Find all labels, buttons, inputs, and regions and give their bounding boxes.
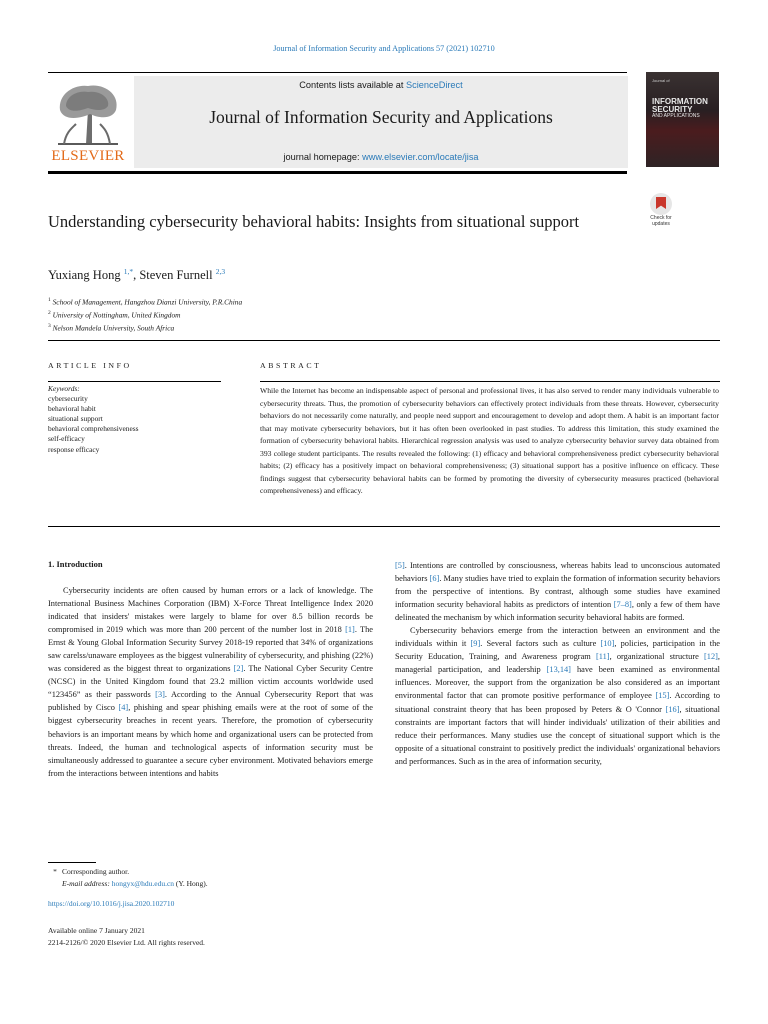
body-text: , only a few of them have delineated the mechanism by which information security behavioral habits are formed. bbox=[395, 600, 720, 623]
body-text: . According to the Annual Cybersecurity Report that was published by Cisco bbox=[48, 690, 373, 713]
affiliation-text: University of Nottingham, United Kingdom bbox=[50, 310, 181, 320]
reference-link[interactable]: [5] bbox=[395, 561, 405, 570]
contents-availability bbox=[134, 80, 628, 90]
body-text: , managerial participation, and leadership bbox=[395, 652, 720, 675]
body-text: , phishing and spear phishing emails were at the root of some of the biggest cybersecurity breaches in recent years. Therefore, the promotion of cybersecurity behaviors is an important means by which home and organizational users can be protected from threats. Indeed, the human and technological aspects of information security must be simultaneously addressed to guarantee a secure cyber environment. Motivated behaviors emerge from the interactions between intentions and habits bbox=[48, 703, 373, 778]
reference-link[interactable]: [3] bbox=[155, 690, 165, 700]
cover-title bbox=[652, 98, 714, 119]
affiliation bbox=[48, 295, 242, 308]
body-column-right bbox=[395, 559, 720, 768]
keyword: behavioral comprehensiveness bbox=[48, 424, 139, 434]
footnotes bbox=[48, 866, 208, 890]
keywords-block bbox=[48, 384, 139, 455]
bookmark-icon bbox=[650, 193, 672, 215]
body-text: Cybersecurity behaviors emerge from the interaction between an environment and the individuals within it bbox=[395, 626, 720, 649]
abstract-text: While the Internet has become an indispensable aspect of personal and professional lives, it has also served to render many individuals vulnerable to cybersecurity threats. Thus, the promotion of cybersecurity behaviors can effectively protect individuals from these threats. However, cybersecurity behaviors do not necessarily come naturally, and people need support and encouragement to develop and adopt them. A habit is an important factor that may motivate cybersecurity behaviors, but it has often been overlooked in past studies. To address this limitation, this study examined the formation of cybersecurity behavioral habits. Hierarchical regression analysis was used to analyze cybersecurity behavior survey data obtained from 393 college student participants. The results revealed the following: (1) efficacy and behavioral comprehensiveness predict cybersecurity behavioral habits; (2) efficacy has a positively impact on behavioral comprehensiveness; (3) situational support has a positive influence on efficacy. These findings suggest that cybersecurity behavioral habits can be formed by promoting the diversity of cybersecurity measures practiced (behavioral comprehensiveness) and efficacy. bbox=[260, 386, 719, 496]
reference-link[interactable]: [6] bbox=[429, 574, 440, 584]
cover-title-line: SECURITY bbox=[652, 105, 693, 114]
masthead-bottom-rule bbox=[48, 171, 627, 174]
reference-link[interactable]: [10] bbox=[600, 639, 615, 649]
keyword: self-efficacy bbox=[48, 434, 85, 444]
author-name: Steven Furnell bbox=[139, 268, 216, 283]
email-label: E-mail address: bbox=[62, 879, 112, 888]
affiliation-list bbox=[48, 295, 242, 334]
journal-cover-image[interactable] bbox=[646, 72, 719, 167]
contents-prefix: Contents lists available at bbox=[299, 80, 407, 90]
author-affiliation-mark[interactable]: 1,* bbox=[123, 267, 134, 276]
reference-link[interactable]: [13,14] bbox=[546, 665, 571, 675]
masthead-top-rule bbox=[48, 72, 627, 73]
elsevier-tree-icon bbox=[52, 80, 124, 146]
check-for-updates-button[interactable] bbox=[646, 193, 676, 229]
article-info-heading: ARTICLE INFO bbox=[48, 361, 132, 370]
corresponding-author-label: Corresponding author. bbox=[62, 867, 130, 876]
keyword: response efficacy bbox=[48, 444, 100, 454]
reference-link[interactable]: [2] bbox=[233, 664, 244, 674]
article-info-bottom-rule bbox=[48, 526, 720, 527]
body-text: . Several factors such as culture bbox=[480, 639, 601, 649]
keyword: cybersecurity bbox=[48, 394, 88, 404]
reference-link[interactable]: [1] bbox=[345, 625, 355, 635]
affiliation-text: School of Management, Hangzhou Dianzi University, P.R.China bbox=[50, 297, 243, 307]
elsevier-wordmark: ELSEVIER bbox=[51, 148, 125, 164]
keyword: situational support bbox=[48, 414, 103, 424]
reference-link[interactable]: [12] bbox=[704, 652, 718, 662]
body-text: , organizational structure bbox=[609, 652, 704, 662]
body-text: . The National Cyber Security Centre (NCSC) in the United Kingdom found that 23.2 million victim accounts worldwide used “123456” as their passwords bbox=[48, 664, 373, 700]
body-paragraph bbox=[48, 584, 373, 780]
keywords-label: Keywords: bbox=[48, 384, 80, 393]
cover-small-text: Journal of bbox=[652, 78, 670, 83]
affiliation-text: Nelson Mandela University, South Africa bbox=[50, 323, 175, 333]
keyword-list bbox=[48, 394, 139, 455]
body-text: , policies, participation in the Security Education, Training, and Awareness program bbox=[395, 639, 720, 662]
body-text: , situational constraints are important factors that will hinder individuals' utilization of their abilities and reduce their performances. Many studies use the concept of situational support which is the opposite of a situational constraint to positively predict the individuals' organizational behaviors and performances. Such as in the area of information security, bbox=[395, 704, 720, 766]
journal-homepage bbox=[134, 152, 628, 162]
email-suffix: (Y. Hong). bbox=[174, 879, 208, 888]
reference-link[interactable]: [15] bbox=[655, 691, 670, 701]
affiliation-mark: 3 bbox=[48, 322, 51, 329]
reference-link[interactable]: [4] bbox=[118, 703, 129, 713]
affiliation-mark: 2 bbox=[48, 309, 51, 316]
article-info-rule bbox=[48, 381, 221, 382]
body-paragraph bbox=[395, 559, 720, 624]
copyright: 2214-2126/© 2020 Elsevier Ltd. All rights reserved. bbox=[48, 937, 205, 947]
reference-link[interactable]: [7–8] bbox=[613, 600, 632, 610]
running-head[interactable]: Journal of Information Security and Applications 57 (2021) 102710 bbox=[273, 44, 495, 53]
author-affiliation-mark[interactable]: 2,3 bbox=[215, 267, 226, 276]
keyword: behavioral habit bbox=[48, 404, 96, 414]
introduction-heading: 1. Introduction bbox=[48, 559, 103, 569]
body-text: Cybersecurity incidents are often caused by human errors or a lack of knowledge. The International Business Machines Corporation (IBM) X-Force Threat Intelligence Index 2020 indicated that insiders' mistakes were largely to blame for over 8.5 billion records be compromised in 2019 which was more than 200 percent of the number lost in 2018 bbox=[48, 586, 373, 635]
affiliation bbox=[48, 321, 242, 334]
homepage-prefix: journal homepage: bbox=[283, 152, 363, 162]
available-online: Available online 7 January 2021 bbox=[48, 926, 145, 935]
email-note bbox=[48, 878, 208, 890]
elsevier-logo[interactable] bbox=[48, 76, 128, 168]
reference-link[interactable]: [16] bbox=[665, 704, 680, 714]
affiliation bbox=[48, 308, 242, 321]
sciencedirect-link[interactable]: ScienceDirect bbox=[406, 80, 463, 90]
footnote-rule bbox=[48, 862, 96, 863]
abstract-rule bbox=[260, 381, 720, 382]
body-column-left bbox=[48, 584, 373, 780]
body-paragraph bbox=[395, 624, 720, 768]
email-link[interactable]: hongyx@hdu.edu.cn bbox=[111, 879, 175, 888]
body-text: have been examined as environmental influences. Moreover, the support from the organization be also considered as an important environmental factor that can promote positive performance of employee bbox=[395, 665, 720, 701]
cover-title-line: INFORMATION bbox=[652, 97, 708, 106]
body-text: . Intentions are controlled by consciousness, whereas habits lead to unconscious automated behaviors bbox=[395, 561, 720, 584]
doi-link[interactable]: https://doi.org/10.1016/j.jisa.2020.102710 bbox=[48, 899, 175, 908]
imprint bbox=[48, 925, 205, 948]
corresponding-author-note bbox=[48, 866, 208, 878]
body-text: . According to situational constraint theory that has been proposed by Peters & O 'Connor bbox=[395, 691, 720, 714]
journal-title: Journal of Information Security and Applications bbox=[209, 107, 553, 127]
author-list bbox=[48, 267, 225, 283]
homepage-link[interactable]: www.elsevier.com/locate/jisa bbox=[362, 152, 479, 162]
body-text: . The Ernst & Young Global Information Security Survey 2018-19 reported that 34% of organizations saw carelss/unaware employees as the biggest vulnerability of cybersecurity, and phishing (22%) was considered as the biggest threat to organizations bbox=[48, 625, 373, 674]
article-info-top-rule bbox=[48, 340, 720, 341]
author-separator: , bbox=[133, 268, 140, 283]
footnote-mark: * bbox=[53, 867, 57, 876]
reference-link[interactable]: [11] bbox=[595, 652, 610, 662]
body-text: . Many studies have tried to explain the formation of information security behaviors from the perspective of intentions. By contrast, although some studies have examined information security behavioral habits as predictors of intention bbox=[395, 574, 720, 610]
affiliation-mark: 1 bbox=[48, 297, 51, 303]
cover-subtitle: AND APPLICATIONS bbox=[652, 113, 700, 119]
article-title: Understanding cybersecurity behavioral habits: Insights from situational support bbox=[48, 212, 580, 231]
abstract-heading: ABSTRACT bbox=[260, 361, 322, 370]
reference-link[interactable]: [9] bbox=[470, 639, 481, 649]
author-name: Yuxiang Hong bbox=[48, 268, 124, 283]
check-updates-label: Check for updates bbox=[650, 215, 672, 227]
